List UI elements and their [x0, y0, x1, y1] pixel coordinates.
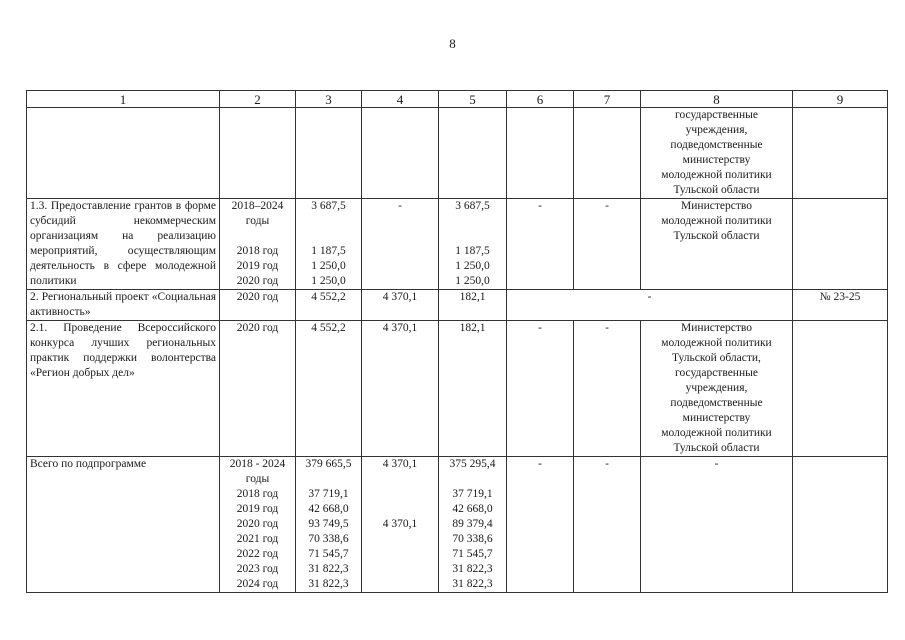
cell-line: 2018 год — [236, 488, 279, 500]
cell-line: Министерство — [681, 200, 752, 212]
federal-amount-cell: 4 370,1 — [362, 321, 439, 457]
period-cell — [220, 457, 296, 593]
cell-line: молодежной политики — [661, 215, 772, 227]
column-header: 4 — [362, 91, 439, 108]
cell-line: 37 719,1 — [308, 488, 349, 500]
cell-line — [299, 229, 358, 244]
cell-line: 2020 год — [236, 518, 279, 530]
cell — [439, 108, 507, 199]
cell-line: учреждения, — [685, 124, 748, 136]
cell-line: молодежной политики — [661, 337, 772, 349]
cell — [574, 108, 641, 199]
column-header: 9 — [793, 91, 888, 108]
cell-line — [299, 472, 358, 487]
cell-line: 1 250,0 — [455, 260, 490, 272]
cell-line: 4 370,1 — [382, 518, 418, 530]
cell-line: - — [398, 200, 402, 212]
cell-line: 2022 год — [236, 548, 279, 560]
cell-line: 2018 год — [236, 245, 279, 257]
cell-line — [299, 214, 358, 229]
cell-line: молодежной политики — [661, 427, 772, 439]
cell: - — [507, 199, 574, 290]
federal-amount-cell — [362, 457, 439, 593]
cell — [793, 321, 888, 457]
executor-cell — [641, 321, 793, 457]
cell-line: 1 250,0 — [311, 260, 346, 272]
cell — [220, 108, 296, 199]
cell-line: подведомственные — [670, 139, 763, 151]
cell — [27, 108, 220, 199]
cell-line: Тульской области — [673, 442, 760, 454]
regional-amount-cell: 182,1 — [439, 321, 507, 457]
cell-line: 1 187,5 — [455, 245, 490, 257]
cell-line: 2023 год — [236, 563, 279, 575]
cell-line: годы — [245, 473, 270, 485]
total-amount-cell: 4 552,2 — [296, 290, 362, 321]
period-cell — [220, 290, 296, 321]
table-row-1-3 — [27, 199, 888, 290]
column-header: 3 — [296, 91, 362, 108]
cell — [793, 199, 888, 290]
cell-line: 4 370,1 — [382, 458, 418, 470]
executor-cell: - — [641, 457, 793, 593]
cell-line — [442, 229, 503, 244]
cell-line: молодежной политики — [661, 169, 772, 181]
header-row — [27, 91, 888, 108]
cell-line: 2021 год — [236, 533, 279, 545]
cell: - — [507, 321, 574, 457]
cell-line: 2019 год — [236, 260, 279, 272]
cell — [507, 108, 574, 199]
federal-amount-cell: 4 370,1 — [362, 290, 439, 321]
table-row-2 — [27, 290, 888, 321]
cell-line: 2020 год — [236, 291, 279, 303]
measure-name: Всего по подпрограмме — [27, 457, 220, 593]
cell-line: 70 338,6 — [308, 533, 349, 545]
column-header: 2 — [220, 91, 296, 108]
cell-line: 31 822,3 — [308, 563, 349, 575]
cell: - — [507, 290, 793, 321]
table-row-continuation — [27, 108, 888, 199]
indicator-cell: № 23-25 — [793, 290, 888, 321]
cell-line: 2020 год — [236, 275, 279, 287]
cell: - — [574, 199, 641, 290]
cell-line: 93 749,5 — [308, 518, 349, 530]
cell-line: Тульской области — [673, 230, 760, 242]
cell-line: годы — [245, 215, 270, 227]
cell-line: 3 687,5 — [455, 200, 490, 212]
column-header: 7 — [574, 91, 641, 108]
cell-line — [365, 502, 435, 517]
column-header: 8 — [641, 91, 793, 108]
cell-line — [442, 472, 503, 487]
cell-line: 31 822,3 — [452, 578, 493, 590]
table-row-total — [27, 457, 888, 593]
cell-line: 42 668,0 — [452, 503, 493, 515]
cell-line: 71 545,7 — [452, 548, 493, 560]
cell-line: 2019 год — [236, 503, 279, 515]
cell-line: Тульской области — [673, 184, 760, 196]
cell-line: Министерство — [681, 322, 752, 334]
column-header: 1 — [27, 91, 220, 108]
cell-line: 42 668,0 — [308, 503, 349, 515]
cell-line: 3 687,5 — [311, 200, 346, 212]
federal-amount-cell — [362, 199, 439, 290]
cell-line: государственные — [675, 109, 758, 121]
executor-cell — [641, 199, 793, 290]
cell-line: Тульской области, — [672, 352, 761, 364]
cell-line: 31 822,3 — [452, 563, 493, 575]
cell-line: 375 295,4 — [449, 458, 496, 470]
cell: - — [574, 321, 641, 457]
cell-line: государственные — [675, 367, 758, 379]
cell-line: подведомственные — [670, 397, 763, 409]
executor-cell — [641, 108, 793, 199]
cell-line: министерству — [682, 412, 751, 424]
page-number: 8 — [449, 36, 456, 51]
cell-line: 31 822,3 — [308, 578, 349, 590]
cell — [362, 108, 439, 199]
cell — [296, 108, 362, 199]
cell-line: 2018 - 2024 — [229, 458, 286, 470]
cell-line: 2018–2024 — [231, 200, 284, 212]
total-amount-cell — [296, 457, 362, 593]
cell-line — [365, 472, 435, 487]
cell-line: министерству — [682, 154, 751, 166]
cell-line: 1 187,5 — [311, 245, 346, 257]
cell: - — [574, 457, 641, 593]
period-cell — [220, 199, 296, 290]
budget-table — [26, 90, 888, 593]
cell-line: 2020 год — [236, 322, 279, 334]
cell-line — [442, 214, 503, 229]
cell-line: 2024 год — [236, 578, 279, 590]
cell: - — [507, 457, 574, 593]
regional-amount-cell — [439, 457, 507, 593]
cell-line: 379 665,5 — [305, 458, 352, 470]
regional-amount-cell — [439, 199, 507, 290]
cell-line: 37 719,1 — [452, 488, 493, 500]
measure-name: 2. Региональный проект «Социальная активность» — [27, 290, 220, 321]
cell-line: 70 338,6 — [452, 533, 493, 545]
cell-line: 89 379,4 — [452, 518, 493, 530]
cell-line: учреждения, — [685, 382, 748, 394]
cell — [793, 108, 888, 199]
cell-line: 1 250,0 — [455, 275, 490, 287]
cell-line — [365, 487, 435, 502]
measure-name: 1.3. Предоставление грантов в форме субсидий некоммерческим организациям на реализацию мероприятий, осуществляющим деятельность в сфере молодежной политики — [27, 199, 220, 290]
cell-line — [223, 229, 292, 244]
period-cell — [220, 321, 296, 457]
table-row-2-1 — [27, 321, 888, 457]
regional-amount-cell: 182,1 — [439, 290, 507, 321]
column-header: 6 — [507, 91, 574, 108]
total-amount-cell — [296, 199, 362, 290]
cell-line: 1 250,0 — [311, 275, 346, 287]
column-header: 5 — [439, 91, 507, 108]
measure-name: 2.1. Проведение Всероссийского конкурса лучших региональных практик поддержки волонтерства «Регион добрых дел» — [27, 321, 220, 457]
total-amount-cell: 4 552,2 — [296, 321, 362, 457]
cell-line: 71 545,7 — [308, 548, 349, 560]
cell — [793, 457, 888, 593]
